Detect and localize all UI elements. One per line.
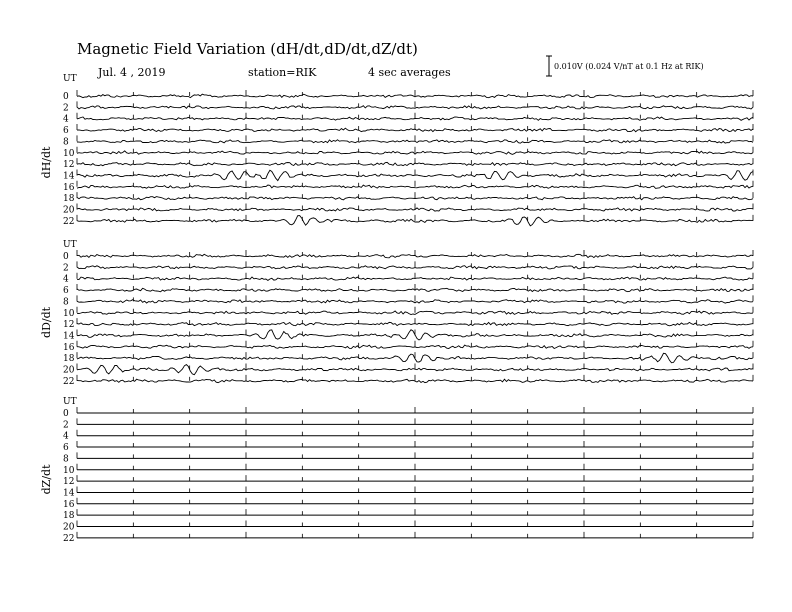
row-hour-label: 6	[63, 443, 69, 454]
row-hour-label: 10	[63, 308, 75, 319]
ylabel-1: dD/dt	[40, 306, 53, 338]
row-hour-label: 0	[63, 92, 69, 102]
row-hour-label: 22	[63, 376, 75, 387]
row-hour-label: 18	[63, 194, 75, 205]
row-hour-label: 4	[63, 114, 69, 125]
row-hour-label: 4	[63, 431, 69, 442]
row-hour-label: 18	[63, 511, 75, 522]
ylabel-0: dH/dt	[40, 146, 53, 179]
row-hour-label: 22	[63, 533, 75, 544]
row-hour-label: 20	[63, 205, 75, 216]
row-hour-label: 16	[63, 342, 75, 353]
row-hour-label: 8	[63, 297, 69, 308]
row-hour-label: 2	[63, 263, 69, 274]
row-hour-label: 14	[63, 488, 75, 499]
row-hour-label: 8	[63, 454, 69, 465]
row-hour-label: 14	[63, 331, 75, 342]
row-hour-label: 16	[63, 182, 75, 193]
row-hour-label: 14	[63, 171, 75, 182]
row-hour-label: 2	[63, 103, 69, 114]
row-hour-label: 10	[63, 148, 75, 159]
row-hour-label: 10	[63, 465, 75, 476]
scale-label: 0.010V (0.024 V/nT at 0.1 Hz at RIK)	[554, 62, 704, 71]
row-hour-label: 22	[63, 216, 75, 227]
row-hour-label: 6	[63, 126, 69, 137]
averaging-label: 4 sec averages	[368, 66, 451, 79]
row-hour-label: 6	[63, 286, 69, 297]
row-hour-label: 20	[63, 522, 75, 533]
date-label: Jul. 4 , 2019	[98, 66, 166, 79]
row-hour-label: 2	[63, 420, 69, 431]
ut-label-0: UT	[63, 74, 77, 84]
row-hour-label: 18	[63, 354, 75, 365]
row-hour-label: 20	[63, 365, 75, 376]
chart-title: Magnetic Field Variation (dH/dt,dD/dt,dZ/dt)	[77, 40, 418, 58]
row-hour-label: 4	[63, 274, 69, 285]
row-hour-label: 8	[63, 137, 69, 148]
ut-label-2: UT	[63, 397, 77, 407]
row-hour-label: 12	[63, 320, 75, 331]
station-label: station=RIK	[248, 66, 317, 79]
row-hour-label: 0	[63, 252, 69, 262]
row-hour-label: 16	[63, 499, 75, 510]
row-hour-label: 0	[63, 409, 69, 419]
row-hour-label: 12	[63, 477, 75, 488]
ut-label-1: UT	[63, 240, 77, 250]
ylabel-2: dZ/dt	[40, 464, 53, 495]
row-hour-label: 12	[63, 160, 75, 171]
